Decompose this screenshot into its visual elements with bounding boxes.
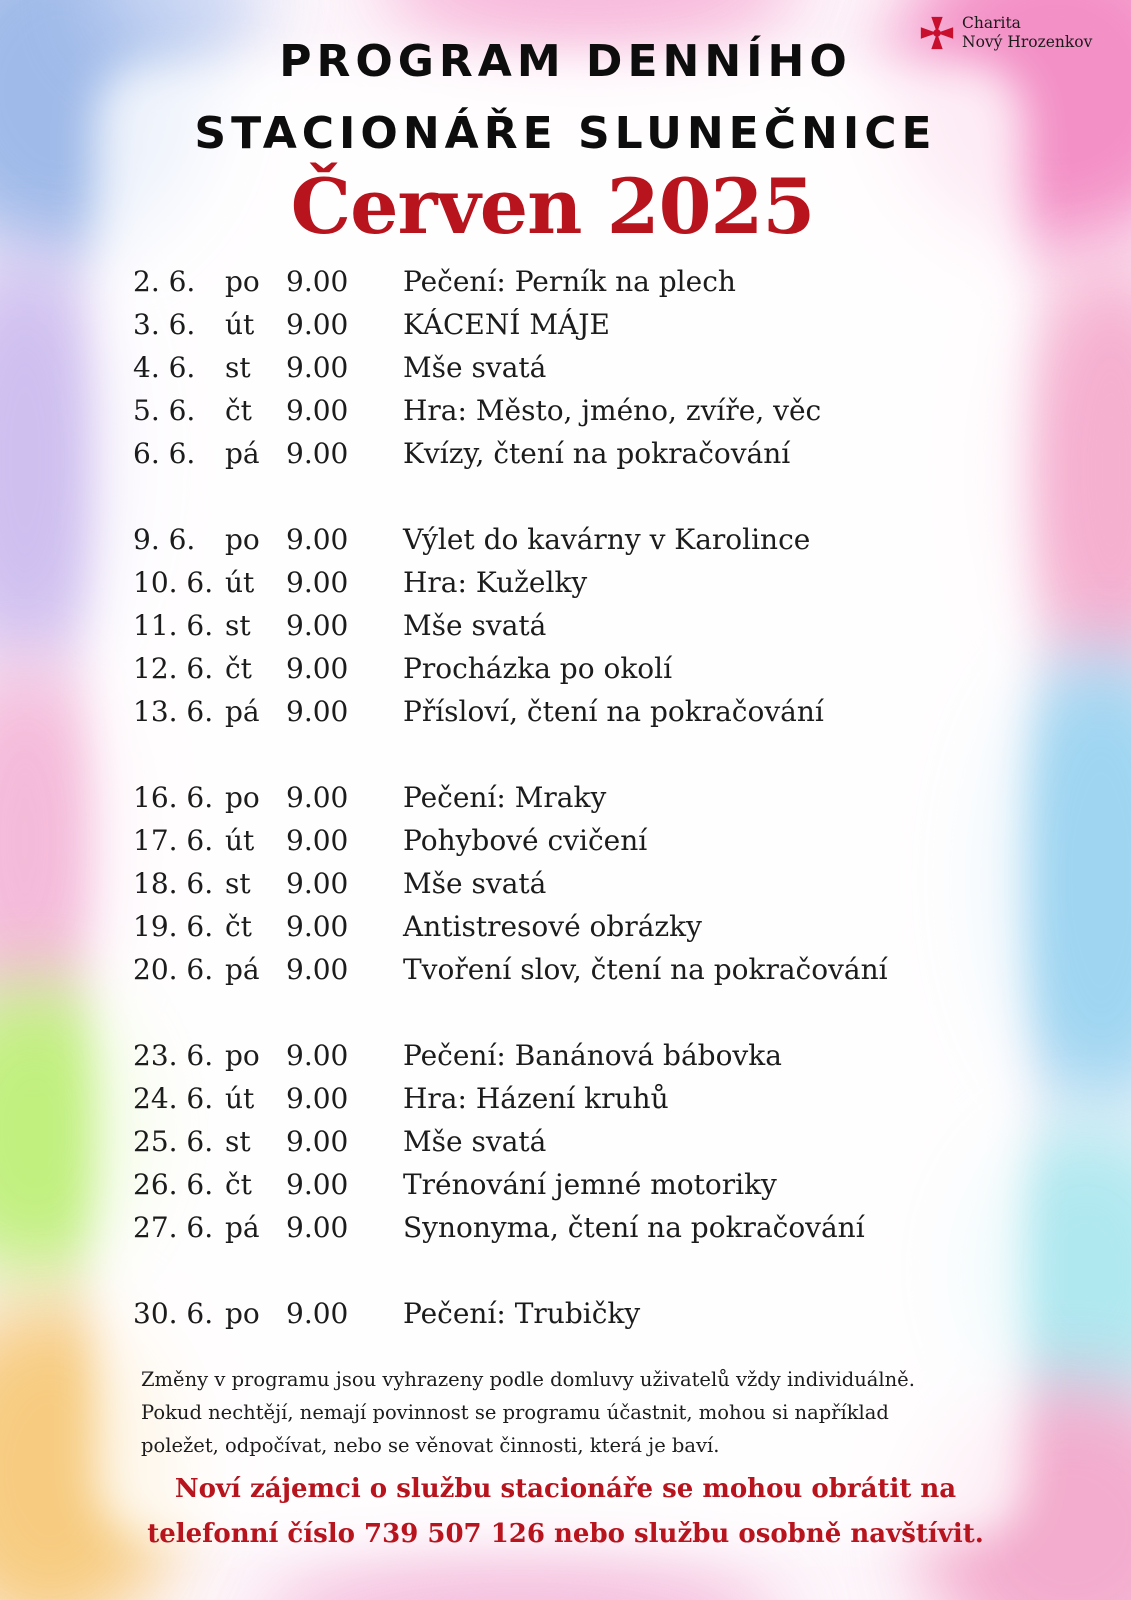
schedule-activity: Kvízy, čtení na pokračování: [403, 437, 791, 470]
schedule-time: 9.00: [286, 1125, 349, 1158]
note-line: Pokud nechtějí, nemají povinnost se programu účastnit, mohou si například: [141, 1401, 889, 1424]
schedule-day: pá: [225, 437, 260, 470]
schedule-date: 17. 6.: [133, 824, 214, 857]
schedule-day: čt: [225, 910, 252, 943]
schedule-date: 10. 6.: [133, 566, 214, 599]
schedule-date: 25. 6.: [133, 1125, 214, 1158]
schedule-date: 30. 6.: [133, 1297, 214, 1330]
schedule-day: čt: [225, 652, 252, 685]
schedule-day: po: [225, 781, 260, 814]
schedule-date: 9. 6.: [133, 523, 196, 556]
schedule-activity: Pohybové cvičení: [403, 824, 648, 857]
schedule-day: po: [225, 523, 260, 556]
schedule-activity: Antistresové obrázky: [403, 910, 702, 943]
schedule-activity: Tvoření slov, čtení na pokračování: [403, 953, 888, 986]
schedule-day: po: [225, 265, 260, 298]
schedule-time: 9.00: [286, 781, 349, 814]
schedule-activity: Výlet do kavárny v Karolince: [403, 523, 811, 556]
schedule-time: 9.00: [286, 1082, 349, 1115]
schedule-time: 9.00: [286, 523, 349, 556]
schedule-activity: Pečení: Banánová bábovka: [403, 1039, 782, 1072]
schedule-day: st: [225, 1125, 251, 1158]
schedule-time: 9.00: [286, 566, 349, 599]
schedule-activity: Mše svatá: [403, 609, 547, 642]
schedule-day: st: [225, 867, 251, 900]
contact-line-1: Noví zájemci o službu stacionáře se mohou obrátit na: [174, 1474, 957, 1504]
schedule-day: pá: [225, 1211, 260, 1244]
schedule-day: út: [225, 566, 255, 599]
schedule-day: pá: [225, 953, 260, 986]
schedule-time: 9.00: [286, 1211, 349, 1244]
title-line-2: STACIONÁŘE SLUNEČNICE: [194, 108, 937, 159]
schedule-activity: Trénování jemné motoriky: [403, 1168, 777, 1201]
schedule-time: 9.00: [286, 265, 349, 298]
schedule-date: 23. 6.: [133, 1039, 214, 1072]
note-line: Změny v programu jsou vyhrazeny podle domluvy uživatelů vždy individuálně.: [141, 1368, 915, 1391]
schedule-date: 13. 6.: [133, 695, 214, 728]
schedule-activity: Synonyma, čtení na pokračování: [403, 1211, 865, 1244]
schedule-date: 4. 6.: [133, 351, 196, 384]
schedule-activity: Pečení: Trubičky: [403, 1297, 641, 1330]
schedule-day: st: [225, 351, 251, 384]
schedule-activity: Hra: Město, jméno, zvíře, věc: [403, 394, 822, 427]
schedule-activity: Procházka po okolí: [403, 652, 673, 685]
program-notes: [141, 1363, 1041, 1462]
schedule-day: út: [225, 824, 255, 857]
schedule-time: 9.00: [286, 695, 349, 728]
schedule-time: 9.00: [286, 437, 349, 470]
schedule-date: 19. 6.: [133, 910, 214, 943]
schedule-activity: Pečení: Mraky: [403, 781, 607, 814]
schedule-day: čt: [225, 394, 252, 427]
schedule-activity: Mše svatá: [403, 867, 547, 900]
schedule-time: 9.00: [286, 351, 349, 384]
schedule-date: 27. 6.: [133, 1211, 214, 1244]
schedule-time: 9.00: [286, 1168, 349, 1201]
schedule-time: 9.00: [286, 910, 349, 943]
schedule-time: 9.00: [286, 394, 349, 427]
schedule-date: 24. 6.: [133, 1082, 214, 1115]
schedule-date: 18. 6.: [133, 867, 214, 900]
schedule-time: 9.00: [286, 953, 349, 986]
schedule-day: pá: [225, 695, 260, 728]
schedule-time: 9.00: [286, 308, 349, 341]
schedule-date: 26. 6.: [133, 1168, 214, 1201]
schedule-date: 6. 6.: [133, 437, 196, 470]
note-line: poležet, odpočívat, nebo se věnovat činnosti, která je baví.: [141, 1434, 720, 1457]
schedule-day: po: [225, 1297, 260, 1330]
schedule-day: po: [225, 1039, 260, 1072]
schedule-activity: KÁCENÍ MÁJE: [403, 308, 610, 341]
schedule-activity: Pečení: Perník na plech: [403, 265, 736, 298]
contact-callout: [0, 1467, 1131, 1557]
schedule-activity: Přísloví, čtení na pokračování: [403, 695, 824, 728]
schedule-time: 9.00: [286, 867, 349, 900]
logo-line-2: Nový Hrozenkov: [962, 33, 1093, 51]
schedule-day: út: [225, 308, 255, 341]
schedule-day: čt: [225, 1168, 252, 1201]
schedule-time: 9.00: [286, 1039, 349, 1072]
schedule-time: 9.00: [286, 1297, 349, 1330]
schedule-date: 2. 6.: [133, 265, 196, 298]
schedule-time: 9.00: [286, 824, 349, 857]
contact-line-2: telefonní číslo 739 507 126 nebo službu osobně navštívit.: [147, 1519, 984, 1549]
schedule-day: út: [225, 1082, 255, 1115]
month-title: Červen 2025: [290, 162, 815, 251]
schedule-date: 20. 6.: [133, 953, 214, 986]
schedule-time: 9.00: [286, 652, 349, 685]
schedule-date: 11. 6.: [133, 609, 214, 642]
schedule-date: 12. 6.: [133, 652, 214, 685]
schedule-date: 3. 6.: [133, 308, 196, 341]
schedule-activity: Hra: Kuželky: [403, 566, 588, 599]
schedule-date: 16. 6.: [133, 781, 214, 814]
schedule-date: 5. 6.: [133, 394, 196, 427]
schedule-time: 9.00: [286, 609, 349, 642]
schedule-activity: Mše svatá: [403, 1125, 547, 1158]
schedule-activity: Mše svatá: [403, 351, 547, 384]
title-line-1: PROGRAM DENNÍHO: [279, 36, 852, 87]
schedule-day: st: [225, 609, 251, 642]
schedule-activity: Hra: Házení kruhů: [403, 1082, 669, 1115]
logo-line-1: Charita: [962, 14, 1021, 32]
